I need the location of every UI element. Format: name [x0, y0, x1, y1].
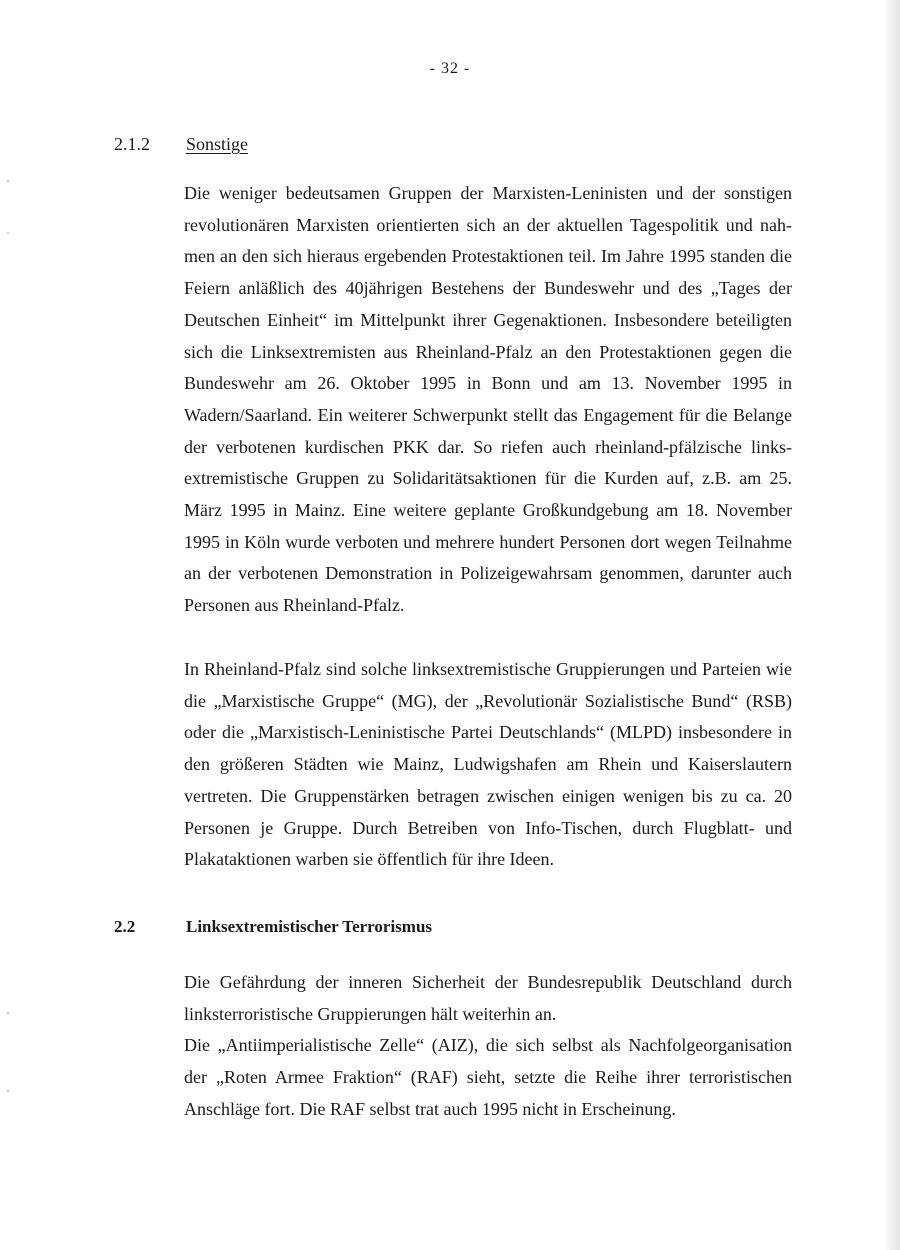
- scan-speck: [7, 180, 9, 182]
- section-heading-2-1-2: [114, 134, 248, 155]
- section-2-1-2-body-continued: [184, 654, 792, 876]
- section-heading-2-2: [114, 917, 432, 937]
- section-2-1-2-body: [184, 178, 792, 622]
- paragraph: Die „Antiimperialistische Zelle“ (AIZ), die sich selbst als Nachfolgeorganisation der „Roten Armee Fraktion“ (RAF) sieht, setzte die Reihe ihrer terroristischen Anschläge fort. Die RAF selbst trat auch 1995 nicht in Erscheinung.: [184, 1035, 792, 1119]
- scan-speck: [7, 232, 9, 234]
- scan-speck: [7, 1012, 9, 1014]
- scan-shadow-edge: [884, 0, 900, 1250]
- page-number: - 32 -: [429, 60, 471, 77]
- section-title: Sonstige: [186, 134, 249, 154]
- section-2-2-body: [184, 967, 792, 1126]
- section-number: 2.2: [114, 917, 136, 936]
- paragraph: Die weniger bedeutsamen Gruppen der Marxisten-Leninisten und der sonstigen revolutionären Marxisten orientierten sich an der aktuellen Tagespolitik und nahmen an den sich hieraus ergebenden Protestaktionen teil. Im Jahre 1995 standen die Feiern anläßlich des 40jährigen Bestehens der Bundeswehr und des „Tages der Deutschen Einheit“ im Mittelpunkt ihrer Gegenaktionen. Insbesondere beteiligten sich die Linksextremisten aus Rheinland-Pfalz an den Protestaktionen gegen die Bundeswehr am 26. Oktober 1995 in Bonn und am 13. November 1995 in Wadern/Saarland. Ein weiterer Schwerpunkt stellt das Engagement für die Belange der verbotenen kurdischen PKK dar. So riefen auch rheinland-pfälzische linksextremistische Gruppen zu Solidaritätsaktionen für die Kurden auf, z.B. am 25. März 1995 in Mainz. Eine weitere geplante Großkundgebung am 18. November 1995 in Köln wurde verboten und mehrere hundert Personen dort wegen Teilnahme an der verbotenen Demonstration in Polizeigewahrsam genommen, darunter auch Personen aus Rheinland-Pfalz.: [184, 183, 792, 616]
- paragraph: In Rheinland-Pfalz sind solche linksextremistische Gruppierungen und Parteien wie die „Marxistische Gruppe“ (MG), der „Revolutionär Sozialistische Bund“ (RSB) oder die „Marxistisch-Leninistische Partei Deutschlands“ (MLPD) insbesondere in den größeren Städten wie Mainz, Ludwigshafen am Rhein und Kaiserslautern vertreten. Die Gruppenstärken betragen zwischen einigen wenigen bis zu ca. 20 Personen je Gruppe. Durch Betreiben von Info-Tischen, durch Flugblatt- und Plakataktionen warben sie öffentlich für ihre Ideen.: [184, 659, 792, 870]
- scan-speck: [7, 1090, 9, 1092]
- section-title: Linksextremistischer Terrorismus: [186, 917, 433, 936]
- paragraph: Die Gefährdung der inneren Sicherheit der Bundesrepublik Deutschland durch linksterroristische Gruppierungen hält weiterhin an.: [184, 972, 792, 1024]
- section-number: 2.1.2: [114, 134, 150, 154]
